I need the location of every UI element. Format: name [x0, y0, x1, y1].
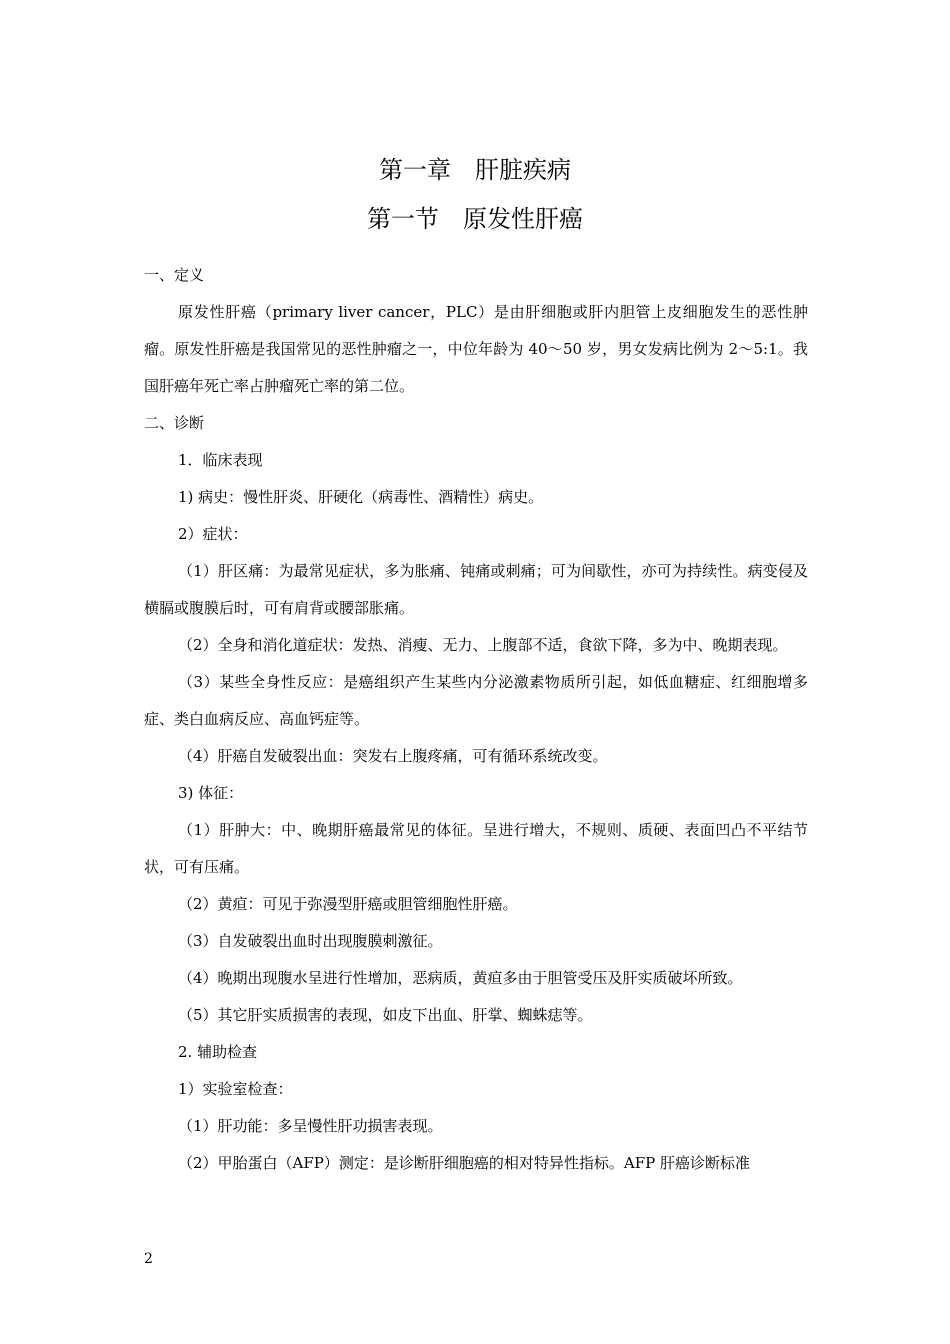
section-title: 第一节 原发性肝癌 [367, 205, 583, 233]
lab-item: （2）甲胎蛋白（AFP）测定：是诊断肝细胞癌的相对特异性指标。AFP 肝癌诊断标准 [178, 1154, 750, 1172]
sign-item: （1）肝肿大：中、晚期肝癌最常见的体征。呈进行增大，不规则、质硬、表面凹凸不平结节状，可有压痛。 [144, 821, 808, 876]
heading-definition: 一、定义 [144, 266, 205, 284]
sign-item: （4）晚期出现腹水呈进行性增加，恶病质，黄疸多由于胆管受压及肝实质破坏所致。 [178, 969, 743, 987]
sign-item: （5）其它肝实质损害的表现，如皮下出血、肝掌、蜘蛛痣等。 [178, 1006, 593, 1024]
subheading-symptoms: 2）症状： [178, 525, 248, 543]
symptom-item: （1）肝区痛：为最常见症状，多为胀痛、钝痛或刺痛；可为间歇性，亦可为持续性。病变侵及横膈或腹膜后时，可有肩背或腰部胀痛。 [144, 562, 808, 617]
subheading-signs: 3) 体征： [178, 784, 244, 802]
chapter-title: 第一章 肝脏疾病 [379, 156, 571, 184]
document-body [144, 257, 808, 1182]
subheading-lab: 1）实验室检查： [178, 1080, 293, 1098]
sign-item: （3）自发破裂出血时出现腹膜刺激征。 [178, 932, 443, 950]
subheading-clinical: 1．临床表现 [178, 451, 263, 469]
item-history: 1) 病史：慢性肝炎、肝硬化（病毒性、酒精性）病史。 [178, 488, 544, 506]
heading-diagnosis: 二、诊断 [144, 414, 205, 432]
symptom-item: （3）某些全身性反应：是癌组织产生某些内分泌激素物质所引起，如低血糖症、红细胞增多症、类白血病反应、高血钙症等。 [144, 673, 808, 728]
subheading-aux-exam: 2. 辅助检查 [178, 1043, 258, 1061]
sign-item: （2）黄疸：可见于弥漫型肝癌或胆管细胞性肝癌。 [178, 895, 518, 913]
symptom-item: （4）肝癌自发破裂出血：突发右上腹疼痛，可有循环系统改变。 [178, 747, 608, 765]
symptom-item: （2）全身和消化道症状：发热、消瘦、无力、上腹部不适，食欲下降，多为中、晚期表现。 [178, 636, 788, 654]
paragraph-definition: 原发性肝癌（primary liver cancer，PLC）是由肝细胞或肝内胆管上皮细胞发生的恶性肿瘤。原发性肝癌是我国常见的恶性肿瘤之一，中位年龄为 40～50 岁，男女发病比例为 2～5:1。我国肝癌年死亡率占肿瘤死亡率的第二位。 [144, 303, 808, 395]
page-number: 2 [144, 1251, 153, 1267]
lab-item: （1）肝功能：多呈慢性肝功损害表现。 [178, 1117, 443, 1135]
